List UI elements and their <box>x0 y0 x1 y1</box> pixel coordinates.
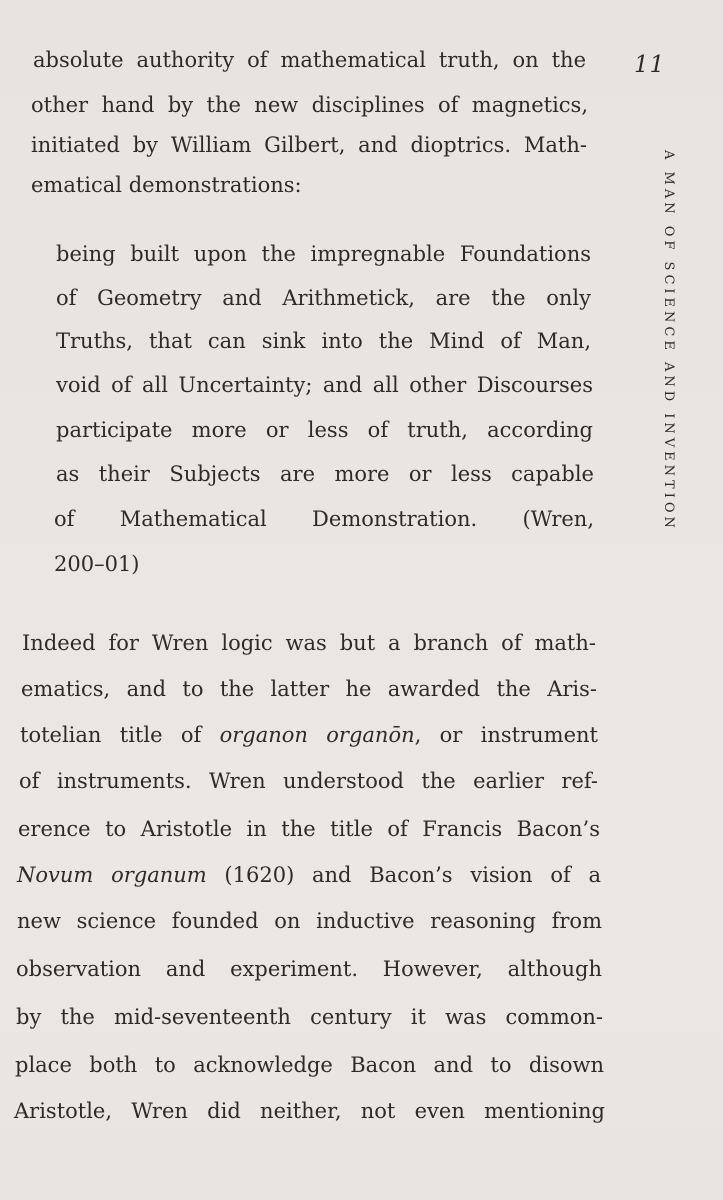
quote-line: Truths, that can sink into the Mind of Man, <box>56 329 591 353</box>
text-segment: (1620) and Bacon’s vision of a <box>206 863 601 887</box>
quote-line: as their Subjects are more or less capable <box>56 462 594 486</box>
running-head: A MAN OF SCIENCE AND INVENTION <box>661 150 676 532</box>
quote-line: void of all Uncertainty; and all other Discourses <box>56 373 593 397</box>
text-line: observation and experiment. However, although <box>16 957 602 981</box>
quote-line: being built upon the impregnable Foundations <box>56 242 591 266</box>
quote-line: 200–01) <box>54 552 140 576</box>
quote-line: of Geometry and Arithmetick, are the only <box>56 286 591 310</box>
text-segment: , or instrument <box>414 723 598 747</box>
italic-title: Novum organum <box>17 863 207 887</box>
text-line: ematics, and to the latter he awarded the Aris- <box>21 677 597 701</box>
text-line: ematical demonstrations: <box>31 173 302 197</box>
text-line: Aristotle, Wren did neither, not even mentioning <box>14 1099 605 1123</box>
quote-line: participate more or less of truth, according <box>56 418 593 442</box>
text-line <box>17 860 601 890</box>
text-line: absolute authority of mathematical truth, on the <box>33 48 586 72</box>
text-line: place both to acknowledge Bacon and to disown <box>15 1053 604 1077</box>
text-line: by the mid-seventeenth century it was common- <box>16 1005 603 1029</box>
text-line <box>20 720 598 750</box>
text-line: of instruments. Wren understood the earlier ref- <box>19 769 598 793</box>
quote-line: of Mathematical Demonstration. (Wren, <box>54 507 594 531</box>
text-line: erence to Aristotle in the title of Francis Bacon’s <box>18 817 600 841</box>
text-line: new science founded on inductive reasoning from <box>17 909 602 933</box>
text-segment: totelian title of <box>20 723 220 747</box>
text-line: initiated by William Gilbert, and dioptrics. Math- <box>31 133 587 157</box>
italic-term: organon organōn <box>219 723 415 747</box>
page-number: 11 <box>634 52 666 78</box>
text-line: other hand by the new disciplines of magnetics, <box>31 93 588 117</box>
text-line: Indeed for Wren logic was but a branch of math- <box>22 631 596 655</box>
